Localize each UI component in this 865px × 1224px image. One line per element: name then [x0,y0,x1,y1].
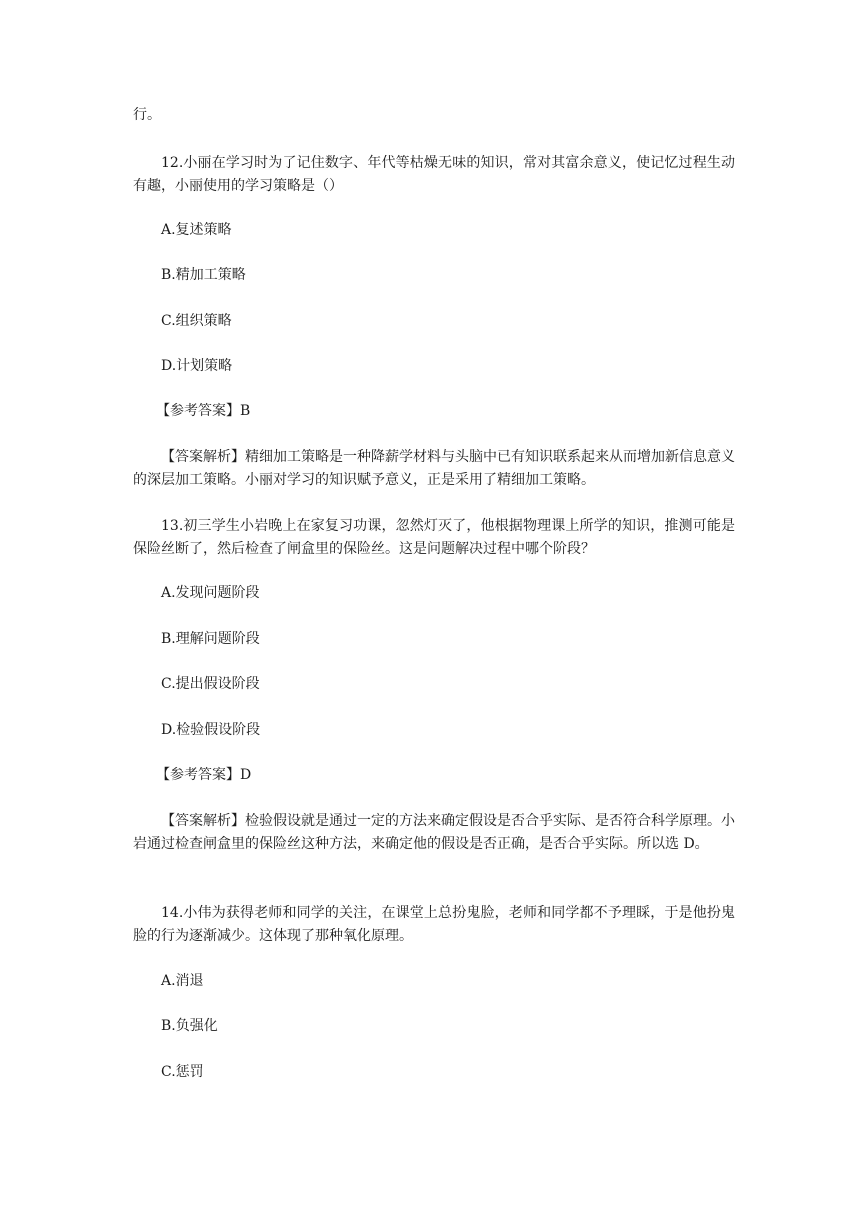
continued-text: 行。 [133,107,161,123]
option-14-c: C.惩罚 [161,1064,204,1080]
question-13: 13.初三学生小岩晚上在家复习功课，忽然灯灭了，他根据物理课上所学的知识，推测可能是保险丝断了，然后检查了闸盒里的保险丝。这是问题解决过程中哪个阶段？ [133,518,735,557]
option-14-a: A.消退 [161,973,204,989]
option-13-c: C.提出假设阶段 [161,676,260,692]
explanation-13: 【答案解析】检验假设就是通过一定的方法来确定假设是否合乎实际、是否符合科学原理。小岩通过检查闸盒里的保险丝这种方法，来确定他的假设是否正确，是否合乎实际。所以选 D。 [133,813,735,852]
option-14-b: B.负强化 [161,1018,218,1034]
option-12-a: A.复述策略 [161,222,232,238]
answer-13: 【参考答案】D [156,767,252,783]
answer-12: 【参考答案】B [156,403,251,419]
option-12-b: B.精加工策略 [161,267,246,283]
option-13-a: A.发现问题阶段 [161,585,260,601]
question-14: 14.小伟为获得老师和同学的关注，在课堂上总扮鬼脸，老师和同学都不予理睬，于是他扮鬼脸的行为逐渐减少。这体现了那种氧化原理。 [133,905,735,944]
question-12: 12.小丽在学习时为了记住数字、年代等枯燥无味的知识，常对其富余意义，使记忆过程生动有趣，小丽使用的学习策略是（） [133,155,735,194]
option-13-b: B.理解问题阶段 [161,631,260,647]
option-12-d: D.计划策略 [161,358,233,374]
option-12-c: C.组织策略 [161,313,232,329]
explanation-12: 【答案解析】精细加工策略是一种降薪学材料与头脑中已有知识联系起来从而增加新信息意义的深层加工策略。小丽对学习的知识赋予意义，正是采用了精细加工策略。 [133,449,735,488]
option-13-d: D.检验假设阶段 [161,722,261,738]
